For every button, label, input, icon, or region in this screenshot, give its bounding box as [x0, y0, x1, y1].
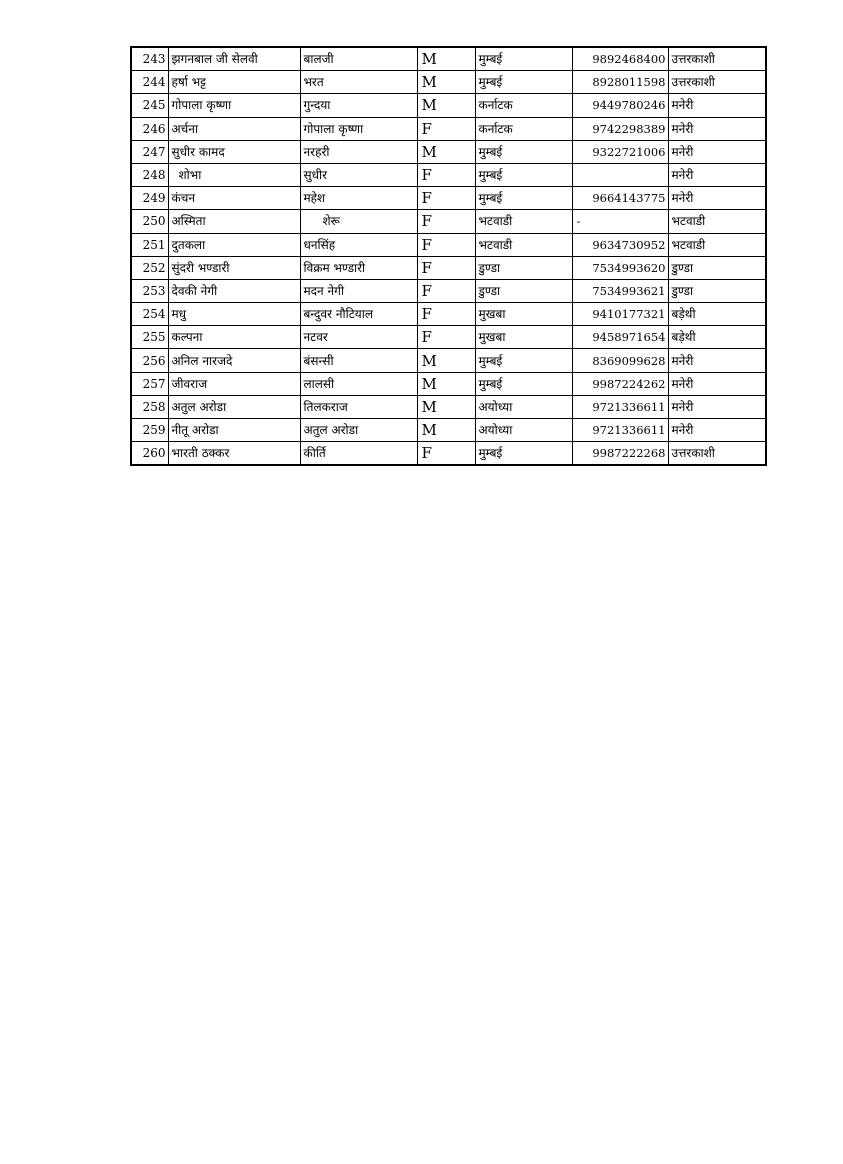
- village-cell: उत्तरकाशी: [668, 47, 766, 71]
- serial-number-cell: 244: [131, 71, 168, 94]
- father-name-cell: मदन नेगी: [300, 279, 417, 302]
- name-cell: सुधीर कामद: [168, 140, 300, 163]
- father-name-cell: भरत: [300, 71, 417, 94]
- phone-number-cell: 9458971654: [572, 326, 668, 349]
- gender-cell: F: [417, 256, 475, 279]
- serial-number-cell: 257: [131, 372, 168, 395]
- table-row: [131, 140, 766, 163]
- address-cell: अयोध्या: [475, 419, 572, 442]
- village-cell: मनेरी: [668, 163, 766, 186]
- father-name-cell: कीर्ति: [300, 442, 417, 466]
- father-name-cell: विक्रम भण्डारी: [300, 256, 417, 279]
- address-cell: मुम्बई: [475, 442, 572, 466]
- village-cell: भटवाडी: [668, 233, 766, 256]
- address-cell: मुम्बई: [475, 140, 572, 163]
- address-cell: मुम्बई: [475, 349, 572, 372]
- gender-cell: M: [417, 395, 475, 418]
- village-cell: डुण्डा: [668, 279, 766, 302]
- address-cell: डुण्डा: [475, 256, 572, 279]
- address-cell: मुम्बई: [475, 372, 572, 395]
- phone-number-cell: 9322721006: [572, 140, 668, 163]
- phone-number-cell: 7534993620: [572, 256, 668, 279]
- phone-number-cell: 9721336611: [572, 395, 668, 418]
- village-cell: मनेरी: [668, 419, 766, 442]
- father-name-cell: अतुल अरोडा: [300, 419, 417, 442]
- phone-number-cell: 9449780246: [572, 94, 668, 117]
- village-cell: मनेरी: [668, 187, 766, 210]
- gender-cell: M: [417, 94, 475, 117]
- name-cell: अर्चना: [168, 117, 300, 140]
- address-cell: भटवाडी: [475, 233, 572, 256]
- name-cell: दुतकला: [168, 233, 300, 256]
- address-cell: मुम्बई: [475, 163, 572, 186]
- father-name-cell: बालजी: [300, 47, 417, 71]
- name-cell: सुंदरी भण्डारी: [168, 256, 300, 279]
- village-cell: डुण्डा: [668, 256, 766, 279]
- serial-number-cell: 252: [131, 256, 168, 279]
- phone-number-cell: 9634730952: [572, 233, 668, 256]
- gender-cell: F: [417, 303, 475, 326]
- phone-number-cell: 8928011598: [572, 71, 668, 94]
- phone-number-cell: 9721336611: [572, 419, 668, 442]
- table-row: [131, 395, 766, 418]
- village-cell: मनेरी: [668, 349, 766, 372]
- table-row: [131, 256, 766, 279]
- name-cell: कल्पना: [168, 326, 300, 349]
- table-row: [131, 210, 766, 233]
- serial-number-cell: 255: [131, 326, 168, 349]
- register-table-body: [131, 47, 766, 465]
- father-name-cell: गुन्दया: [300, 94, 417, 117]
- address-cell: मुखबा: [475, 303, 572, 326]
- phone-number-cell: 9892468400: [572, 47, 668, 71]
- phone-number-cell: 9742298389: [572, 117, 668, 140]
- serial-number-cell: 254: [131, 303, 168, 326]
- village-cell: मनेरी: [668, 94, 766, 117]
- gender-cell: F: [417, 442, 475, 466]
- gender-cell: M: [417, 140, 475, 163]
- village-cell: मनेरी: [668, 117, 766, 140]
- name-cell: मधु: [168, 303, 300, 326]
- father-name-cell: महेश: [300, 187, 417, 210]
- gender-cell: F: [417, 279, 475, 302]
- address-cell: अयोध्या: [475, 395, 572, 418]
- serial-number-cell: 259: [131, 419, 168, 442]
- name-cell: शोभा: [168, 163, 300, 186]
- gender-cell: F: [417, 163, 475, 186]
- village-cell: बड़ेथी: [668, 303, 766, 326]
- address-cell: भटवाडी: [475, 210, 572, 233]
- phone-number-cell: 9987224262: [572, 372, 668, 395]
- village-cell: बड़ेथी: [668, 326, 766, 349]
- father-name-cell: नटवर: [300, 326, 417, 349]
- gender-cell: F: [417, 210, 475, 233]
- phone-number-cell: 8369099628: [572, 349, 668, 372]
- father-name-cell: तिलकराज: [300, 395, 417, 418]
- village-cell: भटवाडी: [668, 210, 766, 233]
- table-row: [131, 94, 766, 117]
- name-cell: कंचन: [168, 187, 300, 210]
- name-cell: अतुल अरोडा: [168, 395, 300, 418]
- serial-number-cell: 253: [131, 279, 168, 302]
- gender-cell: M: [417, 47, 475, 71]
- gender-cell: M: [417, 349, 475, 372]
- name-cell: नीतू अरोडा: [168, 419, 300, 442]
- name-cell: अस्मिता: [168, 210, 300, 233]
- register-table: [130, 46, 767, 466]
- gender-cell: F: [417, 233, 475, 256]
- table-row: [131, 372, 766, 395]
- father-name-cell: बन्दुवर नौटियाल: [300, 303, 417, 326]
- gender-cell: M: [417, 71, 475, 94]
- address-cell: मुखबा: [475, 326, 572, 349]
- gender-cell: M: [417, 372, 475, 395]
- village-cell: उत्तरकाशी: [668, 71, 766, 94]
- table-row: [131, 303, 766, 326]
- phone-number-cell: 7534993621: [572, 279, 668, 302]
- name-cell: झगनबाल जी सेलवी: [168, 47, 300, 71]
- address-cell: डुण्डा: [475, 279, 572, 302]
- father-name-cell: शेरू: [300, 210, 417, 233]
- gender-cell: F: [417, 326, 475, 349]
- gender-cell: M: [417, 419, 475, 442]
- father-name-cell: नरहरी: [300, 140, 417, 163]
- village-cell: मनेरी: [668, 140, 766, 163]
- father-name-cell: लालसी: [300, 372, 417, 395]
- table-row: [131, 187, 766, 210]
- serial-number-cell: 245: [131, 94, 168, 117]
- gender-cell: F: [417, 187, 475, 210]
- father-name-cell: गोपाला कृष्णा: [300, 117, 417, 140]
- phone-number-cell: 9987222268: [572, 442, 668, 466]
- serial-number-cell: 260: [131, 442, 168, 466]
- table-row: [131, 233, 766, 256]
- phone-number-cell: [572, 163, 668, 186]
- table-row: [131, 279, 766, 302]
- serial-number-cell: 243: [131, 47, 168, 71]
- village-cell: मनेरी: [668, 395, 766, 418]
- name-cell: हर्षा भट्ट: [168, 71, 300, 94]
- phone-number-cell: 9410177321: [572, 303, 668, 326]
- address-cell: कर्नाटक: [475, 94, 572, 117]
- phone-number-cell: 9664143775: [572, 187, 668, 210]
- name-cell: देवकी नेगी: [168, 279, 300, 302]
- father-name-cell: सुधीर: [300, 163, 417, 186]
- name-cell: गोपाला कृष्णा: [168, 94, 300, 117]
- table-row: [131, 442, 766, 466]
- village-cell: उत्तरकाशी: [668, 442, 766, 466]
- gender-cell: F: [417, 117, 475, 140]
- serial-number-cell: 250: [131, 210, 168, 233]
- table-row: [131, 349, 766, 372]
- name-cell: भारती ठक्कर: [168, 442, 300, 466]
- address-cell: मुम्बई: [475, 47, 572, 71]
- table-row: [131, 47, 766, 71]
- serial-number-cell: 249: [131, 187, 168, 210]
- table-row: [131, 326, 766, 349]
- village-cell: मनेरी: [668, 372, 766, 395]
- address-cell: मुम्बई: [475, 71, 572, 94]
- father-name-cell: बंसन्सी: [300, 349, 417, 372]
- serial-number-cell: 246: [131, 117, 168, 140]
- table-row: [131, 71, 766, 94]
- address-cell: मुम्बई: [475, 187, 572, 210]
- name-cell: अनिल नारजदे: [168, 349, 300, 372]
- serial-number-cell: 258: [131, 395, 168, 418]
- phone-number-cell: -: [572, 210, 668, 233]
- table-row: [131, 419, 766, 442]
- serial-number-cell: 256: [131, 349, 168, 372]
- serial-number-cell: 251: [131, 233, 168, 256]
- serial-number-cell: 248: [131, 163, 168, 186]
- serial-number-cell: 247: [131, 140, 168, 163]
- table-row: [131, 117, 766, 140]
- name-cell: जीवराज: [168, 372, 300, 395]
- table-row: [131, 163, 766, 186]
- address-cell: कर्नाटक: [475, 117, 572, 140]
- father-name-cell: धनसिंह: [300, 233, 417, 256]
